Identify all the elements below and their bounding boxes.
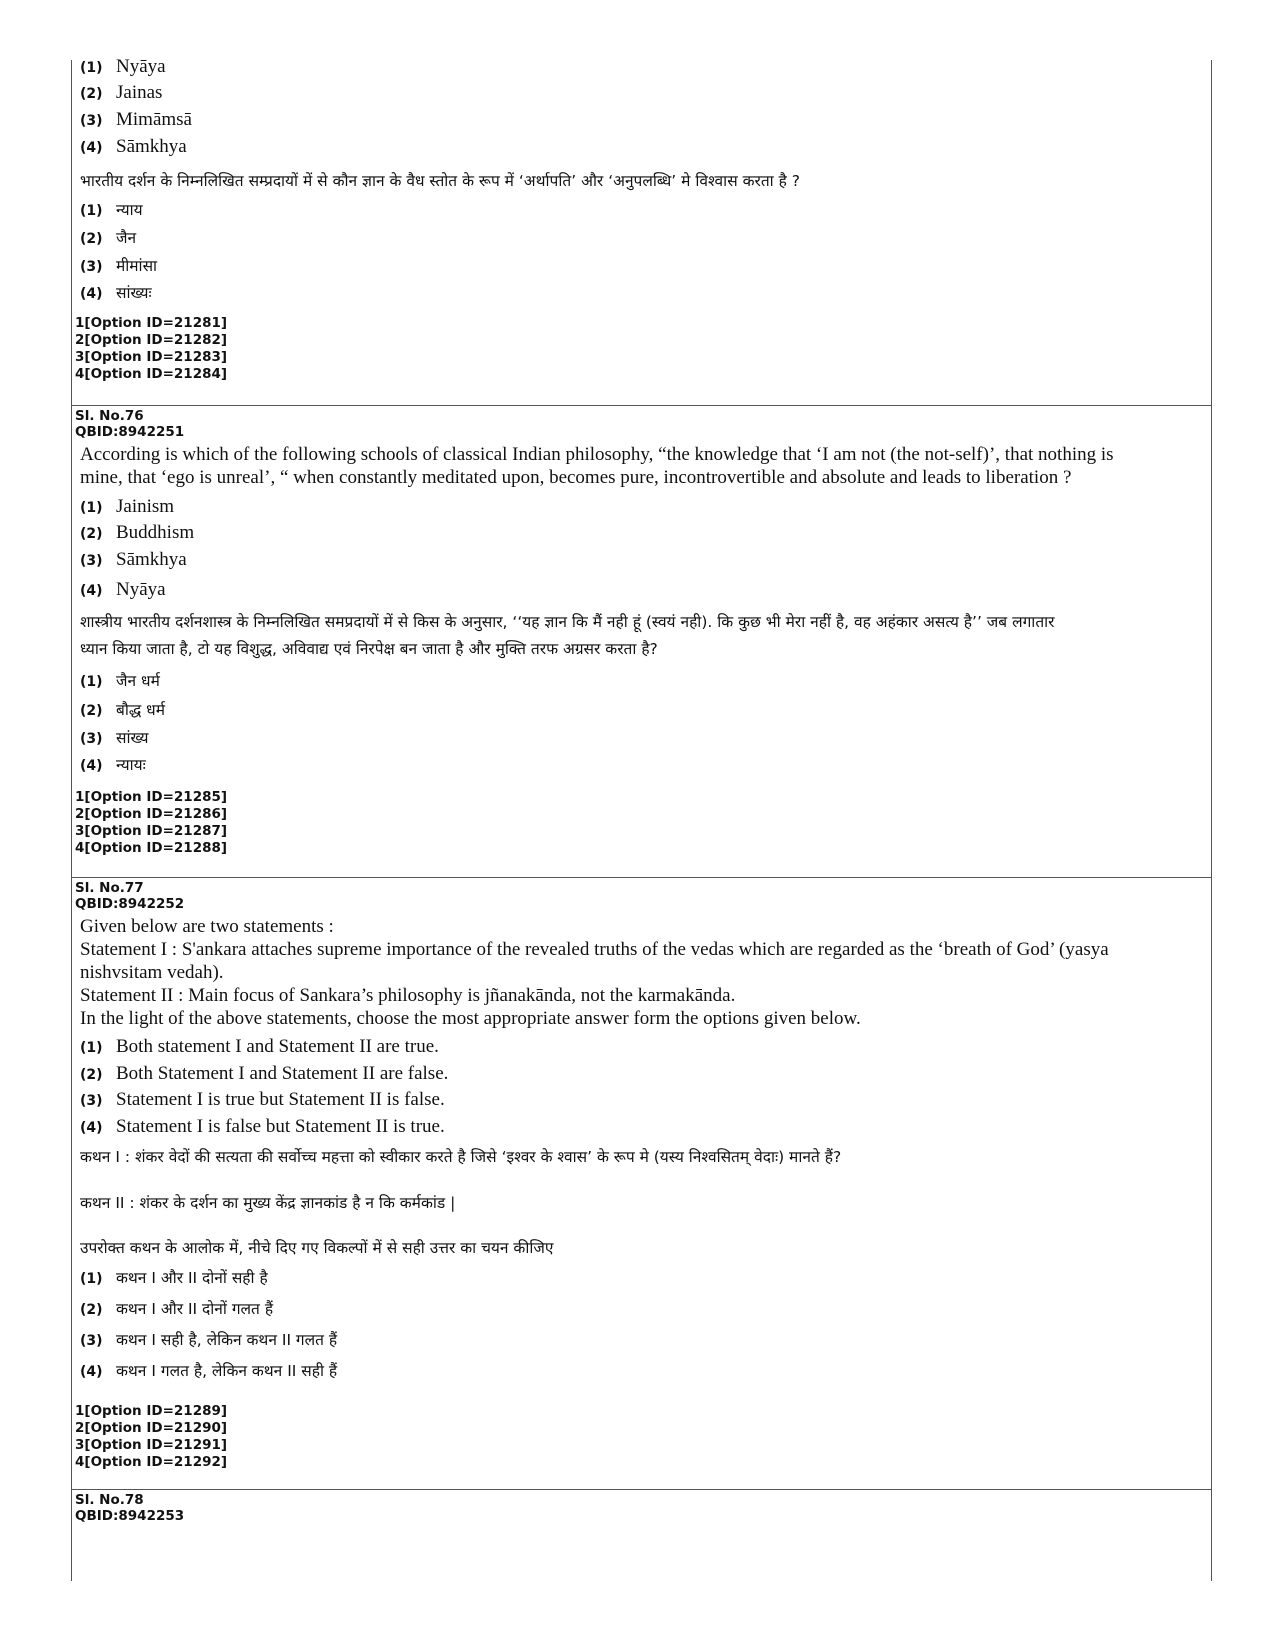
hindi-statement-1: कथन I : शंकर वेदों की सत्यता की सर्वोच्च महत्ता को स्वीकार करते है जिसे ‘इश्वर के श्वास’ के रूप मे (यस्य निश्वसितम् वेदाः) मानते हैं?: [80, 1148, 842, 1166]
question-78: [71, 1492, 1209, 1524]
question-english-line-1: According is which of the following schools of classical Indian philosophy, “the knowledge that ‘I am not (the not-self)’, that nothing is: [80, 444, 1114, 465]
option-id-4: 4[Option ID=21288]: [75, 840, 228, 856]
option-en-3: (3) Sāmkhya: [80, 549, 187, 570]
option-en-1: (1) Jainism: [80, 496, 175, 517]
question-75-tail: [71, 56, 1209, 383]
option-en-3: (3) Statement I is true but Statement II is false.: [80, 1089, 445, 1110]
option-id-1: 1[Option ID=21281]: [75, 315, 228, 331]
divider-q78: [71, 1489, 1212, 1490]
option-id-3: 3[Option ID=21291]: [75, 1437, 228, 1453]
statement-line-1: Given below are two statements :: [80, 916, 334, 937]
option-hi-1: (1) जैन धर्म: [80, 672, 160, 690]
qbid: QBID:8942252: [75, 896, 185, 912]
option-en-1: (1) Both statement I and Statement II are true.: [80, 1036, 439, 1057]
statement-line-5: In the light of the above statements, choose the most appropriate answer form the options given below.: [80, 1008, 861, 1029]
option-id-4: 4[Option ID=21292]: [75, 1454, 228, 1470]
option-en-1: (1) Nyāya: [80, 56, 166, 77]
option-id-3: 3[Option ID=21283]: [75, 349, 228, 365]
option-hi-2: (2) जैन: [80, 229, 137, 247]
option-hi-3: (3) मीमांसा: [80, 257, 158, 275]
serial-number: Sl. No.77: [75, 880, 144, 896]
option-id-4: 4[Option ID=21284]: [75, 366, 228, 382]
option-hi-1: (1) न्याय: [80, 201, 143, 219]
question-76: [71, 408, 1209, 857]
option-hi-1: (1) कथन I और II दोनों सही है: [80, 1269, 268, 1287]
qbid: QBID:8942251: [75, 424, 185, 440]
hindi-instruction: उपरोक्त कथन के आलोक में, नीचे दिए गए विकल्पों में से सही उत्तर का चयन कीजिए: [80, 1239, 554, 1257]
question-english-line-2: mine, that ‘ego is unreal’, “ when constantly meditated upon, becomes pure, incontrovertible and absolute and leads to liberation ?: [80, 467, 1072, 488]
serial-number: Sl. No.76: [75, 408, 144, 424]
option-en-2: (2) Buddhism: [80, 522, 195, 543]
serial-number: Sl. No.78: [75, 1492, 144, 1508]
option-hi-3: (3) सांख्य: [80, 729, 149, 747]
qbid: QBID:8942253: [75, 1508, 185, 1524]
right-border: [1211, 60, 1212, 1581]
option-en-3: (3) Mimāmsā: [80, 109, 192, 130]
option-id-2: 2[Option ID=21286]: [75, 806, 228, 822]
question-hindi-line-2: ध्यान किया जाता है, टो यह विशुद्ध, अविवाद्य एवं निरपेक्ष बन जाता है और मुक्ति तरफ अग्रसर करता है?: [80, 640, 658, 658]
question-hindi-line-1: शास्त्रीय भारतीय दर्शनशास्त्र के निम्नलिखित समप्रदायों में से किस के अनुसार, ‘‘यह ज्ञान कि मैं नही हूं (स्वयं नही). कि कुछ भी मेरा नहीं है, वह अहंकार असत्य है’’ जब लगातार: [80, 613, 1055, 631]
option-id-1: 1[Option ID=21285]: [75, 789, 228, 805]
divider-q76: [71, 405, 1212, 406]
hindi-statement-2: कथन II : शंकर के दर्शन का मुख्य केंद्र ज्ञानकांड है न कि कर्मकांड |: [80, 1194, 456, 1212]
statement-line-4: Statement II : Main focus of Sankara’s philosophy is jñanakānda, not the karmakānda.: [80, 985, 736, 1006]
statement-line-3: nishvsitam vedah).: [80, 962, 224, 983]
divider-q77: [71, 877, 1212, 878]
option-hi-4: (4) कथन I गलत है, लेकिन कथन II सही हैं: [80, 1362, 338, 1380]
option-hi-4: (4) न्यायः: [80, 756, 146, 774]
option-id-2: 2[Option ID=21282]: [75, 332, 228, 348]
option-en-4: (4) Sāmkhya: [80, 136, 187, 157]
option-id-1: 1[Option ID=21289]: [75, 1403, 228, 1419]
option-en-2: (2) Jainas: [80, 82, 163, 103]
statement-line-2: Statement I : S'ankara attaches supreme importance of the revealed truths of the vedas which are regarded as the ‘breath of God’ (yasya: [80, 939, 1109, 960]
option-hi-2: (2) बौद्ध धर्म: [80, 701, 165, 719]
option-en-2: (2) Both Statement I and Statement II are false.: [80, 1063, 449, 1084]
option-en-4: (4) Nyāya: [80, 579, 166, 600]
option-hi-2: (2) कथन I और II दोनों गलत हैं: [80, 1300, 274, 1318]
option-id-3: 3[Option ID=21287]: [75, 823, 228, 839]
option-id-2: 2[Option ID=21290]: [75, 1420, 228, 1436]
option-hi-3: (3) कथन I सही है, लेकिन कथन II गलत हैं: [80, 1331, 338, 1349]
option-hi-4: (4) सांख्यः: [80, 284, 152, 302]
option-en-4: (4) Statement I is false but Statement II is true.: [80, 1116, 445, 1137]
question-hindi: भारतीय दर्शन के निम्नलिखित सम्प्रदायों में से कौन ज्ञान के वैध स्तोत के रूप में ‘अर्थापति’ और ‘अनुपलब्धि’ मे विश्वास करता है ?: [80, 172, 800, 190]
question-77: [71, 880, 1209, 1471]
